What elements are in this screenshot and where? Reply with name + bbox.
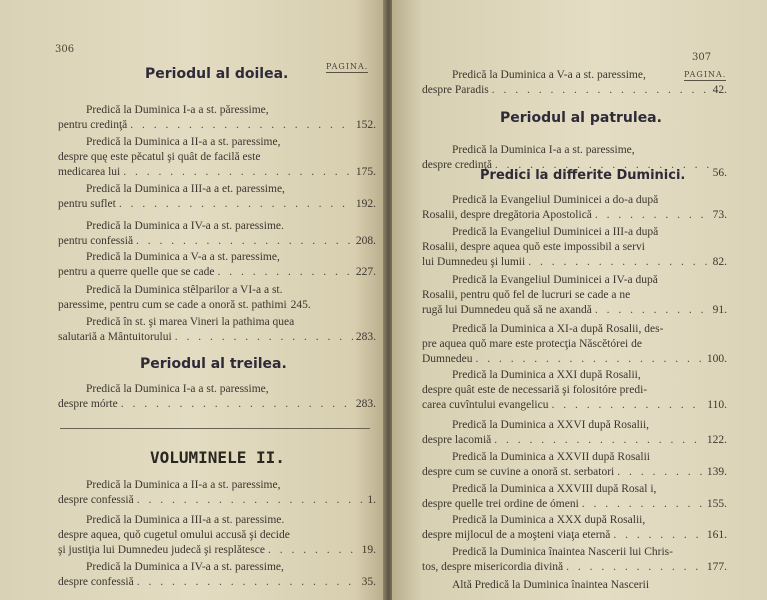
toc-entry: Predică la Duminica înaintea Nascerii lui Chris- tos, despre misericordia divină . . . 177. bbox=[422, 545, 727, 575]
toc-entry: Predică la Duminica a XXX după Rosalii, despre mijlocul de a moşteni viaţa eternă . . . 161. bbox=[422, 513, 727, 543]
toc-entry: Predică la Evangeliul Duminicei a IV-a după Rosalii, pentru quŏ fel de lucruri se cade a ne rugă lui Dumnedeu quă să ne axandă . . . 91. bbox=[422, 273, 727, 318]
toc-entry: Predică la Duminica a XI-a după Rosalii, des- pre aquea quŏ mare este protecţia Născĕtórei de Dumnedeu . . . 100. bbox=[422, 322, 727, 367]
toc-entry: Predică la Duminica a III-a a et. paressime, pentru suflet . . . 192. bbox=[58, 182, 376, 212]
section-heading: Periodul al patrulea. bbox=[500, 110, 662, 126]
toc-entry: Predică la Duminica a XXI după Rosalii, despre quât este de necessariă şi folositóre predi- carea cuvîntului evangelicu . . . 110. bbox=[422, 368, 727, 413]
toc-entry: Predică la Duminica a III-a a st. paressime. despre aquea, quŏ cugetul omului accusă şi decide şi justiţia lui Dumnedeu judecă şi resplătesce . . . 19. bbox=[58, 513, 376, 558]
toc-entry: Altă Predică la Duminica înaintea Nascerii bbox=[452, 579, 650, 591]
right-page bbox=[392, 0, 767, 600]
divider bbox=[60, 428, 370, 429]
section-heading: Periodul al treilea. bbox=[140, 356, 287, 372]
toc-entry: Predică la Duminica a XXVI după Rosalii, despre lacomiă . . . 122. bbox=[422, 418, 727, 448]
toc-entry: Predică la Duminica a V-a a st. paressime, pentru a querre quelle que se cade . . . 227. bbox=[58, 250, 376, 280]
toc-entry: Predică la Evangeliul Duminicei a do-a după Rosalii, despre dregătoria Apostolică . . . 73. bbox=[422, 193, 727, 223]
toc-entry: Predică la Duminica I-a a st. păressime, pentru credinţă . . . 152. bbox=[58, 103, 376, 133]
toc-entry: Predică la Duminica a XXVIII după Rosal i, despre quelle trei ordine de ómeni . . . 155. bbox=[422, 482, 727, 512]
toc-entry: Predică la Duminica a V-a a st. paressime, despre Paradis . . . 42. bbox=[422, 68, 727, 98]
toc-entry: Predică la Duminica a IV-a a st. paressime. pentru confessiă . . . 208. bbox=[58, 219, 376, 249]
section-heading: Predici la differite Duminici. bbox=[480, 168, 686, 183]
pagina-label: PAGINA. bbox=[326, 62, 369, 71]
page-number: 306 bbox=[55, 44, 75, 55]
volume-heading: VOLUMINELE II. bbox=[150, 448, 285, 467]
toc-entry: Predică la Duminica stêlparilor a VI-a a st. paressime, pentru cum se cade a onoră st. pathimi 245. bbox=[58, 284, 311, 311]
toc-entry: Predică în st. şi marea Vineri la pathima quea salutariă a Mântuitorului . . . 283. bbox=[58, 315, 376, 345]
toc-entry: Predică la Duminica a IV-a a st. paressime, despre confessiă . . . 35. bbox=[58, 560, 376, 590]
pagina-label: PAGINA. bbox=[684, 70, 727, 79]
section-heading: Periodul al doilea. bbox=[145, 66, 289, 82]
toc-entry: Predică la Duminica I-a a st. paressime, despre mórte . . . 283. bbox=[58, 382, 376, 412]
toc-entry: Predică la Duminica a II-a a st. paressime, despre quę este pěcatul şi quât de facilă este medicarea lui . . . 175. bbox=[58, 135, 376, 180]
toc-entry: Predică la Duminica a XXVII după Rosalii despre cum se cuvine a onoră st. serbatori . . . 139. bbox=[422, 450, 727, 480]
page-number: 307 bbox=[692, 52, 712, 63]
toc-entry: Predică la Duminica a II-a a st. paressime, despre confessiă . . . 1. bbox=[58, 478, 376, 508]
toc-entry: Predică la Evangeliul Duminicei a III-a după Rosalii, despre aquea quŏ este impossibil a servi lui Dumnedeu şi lumii . . . 82. bbox=[422, 225, 727, 270]
toc-entry: Predică la Duminica I-a a st. paressime, despre credinţă . . . 56. bbox=[422, 143, 727, 173]
